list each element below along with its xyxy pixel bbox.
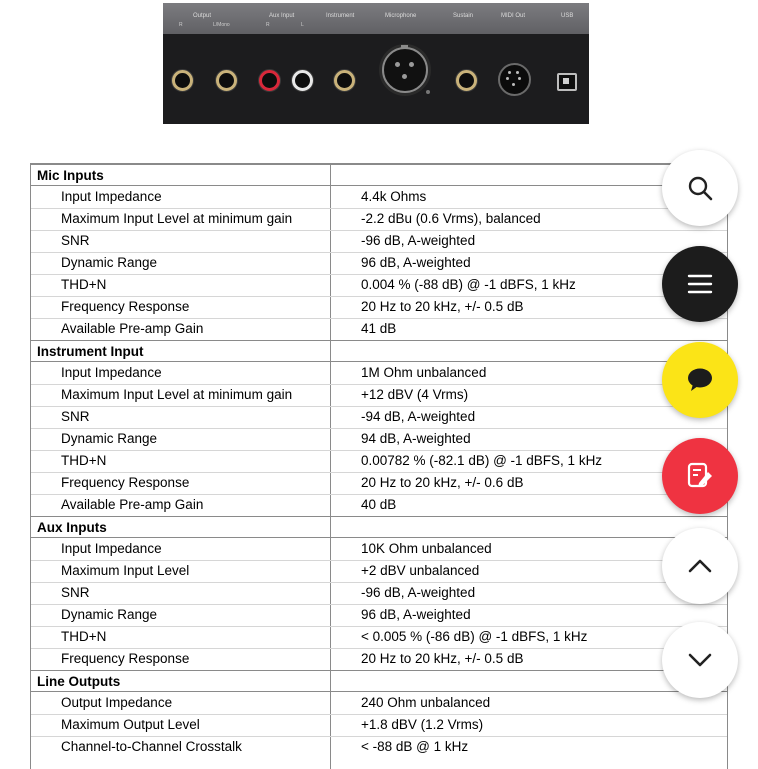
device-back-panel-image — [163, 3, 589, 124]
sustain-jack — [456, 70, 477, 91]
spec-label: Frequency Response — [61, 475, 190, 490]
output-r-label: R — [179, 22, 183, 28]
spec-row — [31, 648, 727, 670]
spec-row — [31, 560, 727, 582]
spec-row — [31, 252, 727, 274]
aux-l-label: L — [301, 22, 304, 28]
spec-row — [31, 582, 727, 604]
spec-value: 94 dB, A-weighted — [361, 431, 471, 446]
spec-value: -94 dB, A-weighted — [361, 409, 476, 424]
spec-label: THD+N — [61, 277, 107, 292]
spec-value: 40 dB — [361, 497, 397, 512]
spec-label: SNR — [61, 233, 90, 248]
spec-row — [31, 714, 727, 736]
scroll-down-button[interactable] — [662, 622, 738, 698]
midi-pin — [506, 77, 509, 80]
spec-label: Input Impedance — [61, 365, 162, 380]
aux-r-rca-jack — [259, 70, 280, 91]
spec-value: 0.00782 % (-82.1 dB) @ -1 dBFS, 1 kHz — [361, 453, 603, 468]
section-header — [31, 340, 727, 362]
midi-pin — [518, 77, 521, 80]
midi-out-din-jack — [498, 63, 531, 96]
edit-note-icon — [686, 462, 714, 490]
spec-value: +2 dBV unbalanced — [361, 563, 480, 578]
section-title: Mic Inputs — [37, 168, 104, 183]
spec-label: Maximum Input Level at minimum gain — [61, 211, 293, 226]
sustain-label: Sustain — [453, 13, 474, 19]
chat-button[interactable] — [662, 342, 738, 418]
spec-label: Available Pre-amp Gain — [61, 497, 204, 512]
section-header — [31, 516, 727, 538]
aux-r-label: R — [266, 22, 270, 28]
chevron-up-icon — [686, 552, 714, 580]
spec-label: Available Pre-amp Gain — [61, 321, 204, 336]
spec-value: 96 dB, A-weighted — [361, 255, 471, 270]
spec-label: SNR — [61, 585, 90, 600]
spec-value: 96 dB, A-weighted — [361, 607, 471, 622]
output-label: Output — [193, 13, 212, 19]
spec-label: Input Impedance — [61, 189, 162, 204]
midi-pin — [512, 83, 515, 86]
spec-label: Frequency Response — [61, 651, 190, 666]
spec-value: -96 dB, A-weighted — [361, 233, 476, 248]
spec-value: +1.8 dBV (1.2 Vrms) — [361, 717, 484, 732]
usb-label: USB — [561, 13, 574, 19]
spec-value: -2.2 dBu (0.6 Vrms), balanced — [361, 211, 541, 226]
aux-l-rca-jack — [292, 70, 313, 91]
spec-label: Input Impedance — [61, 541, 162, 556]
spec-row — [31, 362, 727, 384]
spec-value: 4.4k Ohms — [361, 189, 427, 204]
microphone-label: Microphone — [385, 13, 417, 19]
spec-row — [31, 692, 727, 714]
xlr-pin — [409, 62, 414, 67]
spec-row — [31, 318, 727, 340]
spec-label: SNR — [61, 409, 90, 424]
spec-value: 41 dB — [361, 321, 397, 336]
spec-label: Maximum Input Level — [61, 563, 190, 578]
spec-row — [31, 450, 727, 472]
spec-value: -96 dB, A-weighted — [361, 585, 476, 600]
output-l-jack — [216, 70, 237, 91]
section-header — [31, 164, 727, 186]
spec-label: Dynamic Range — [61, 255, 158, 270]
spec-value: 20 Hz to 20 kHz, +/- 0.6 dB — [361, 475, 524, 490]
write-review-button[interactable] — [662, 438, 738, 514]
section-header — [31, 670, 727, 692]
panel-label-strip — [163, 3, 589, 34]
panel-screw — [426, 90, 430, 94]
spec-label: Frequency Response — [61, 299, 190, 314]
section-title: Instrument Input — [37, 344, 144, 359]
instrument-jack — [334, 70, 355, 91]
spec-row — [31, 736, 727, 758]
spec-value: 20 Hz to 20 kHz, +/- 0.5 dB — [361, 299, 524, 314]
midi-out-label: MIDI Out — [501, 13, 526, 19]
spec-row — [31, 538, 727, 560]
spec-value: < 0.005 % (-86 dB) @ -1 dBFS, 1 kHz — [361, 629, 588, 644]
spec-label: Channel-to-Channel Crosstalk — [61, 739, 242, 754]
spec-label: Maximum Output Level — [61, 717, 200, 732]
spec-label: Maximum Input Level at minimum gain — [61, 387, 293, 402]
menu-button[interactable] — [662, 246, 738, 322]
spec-row — [31, 296, 727, 318]
specifications-table — [30, 163, 728, 769]
spec-row — [31, 626, 727, 648]
scroll-up-button[interactable] — [662, 528, 738, 604]
search-icon — [686, 174, 714, 202]
spec-row — [31, 604, 727, 626]
chevron-down-icon — [686, 646, 714, 674]
spec-value: 20 Hz to 20 kHz, +/- 0.5 dB — [361, 651, 524, 666]
spec-label: Output Impedance — [61, 695, 173, 710]
menu-icon — [686, 270, 714, 298]
spec-row — [31, 472, 727, 494]
spec-label: THD+N — [61, 629, 107, 644]
aux-input-label: Aux Input — [269, 13, 295, 19]
spec-value: 10K Ohm unbalanced — [361, 541, 492, 556]
spec-label: Dynamic Range — [61, 431, 158, 446]
spec-value: 0.004 % (-88 dB) @ -1 dBFS, 1 kHz — [361, 277, 576, 292]
spec-row — [31, 186, 727, 208]
xlr-pin — [395, 62, 400, 67]
microphone-xlr-jack — [382, 47, 428, 93]
spec-row — [31, 494, 727, 516]
instrument-label: Instrument — [326, 13, 355, 19]
spec-row — [31, 274, 727, 296]
spec-label: Dynamic Range — [61, 607, 158, 622]
search-button[interactable] — [662, 150, 738, 226]
spec-value: +12 dBV (4 Vrms) — [361, 387, 469, 402]
spec-row — [31, 384, 727, 406]
xlr-latch — [401, 45, 408, 49]
section-title: Line Outputs — [37, 674, 121, 689]
chat-bubble-icon — [686, 366, 714, 394]
midi-pin — [508, 71, 511, 74]
output-r-jack — [172, 70, 193, 91]
usb-b-port — [557, 73, 577, 91]
midi-pin — [516, 71, 519, 74]
xlr-pin — [402, 74, 407, 79]
spec-value: 1M Ohm unbalanced — [361, 365, 487, 380]
spec-value: 240 Ohm unbalanced — [361, 695, 491, 710]
spec-value: < -88 dB @ 1 kHz — [361, 739, 469, 754]
spec-row — [31, 428, 727, 450]
output-l-mono-label: L/Mono — [213, 22, 230, 28]
spec-label: THD+N — [61, 453, 107, 468]
spec-row — [31, 208, 727, 230]
spec-row — [31, 406, 727, 428]
spec-row — [31, 230, 727, 252]
section-title: Aux Inputs — [37, 520, 107, 535]
